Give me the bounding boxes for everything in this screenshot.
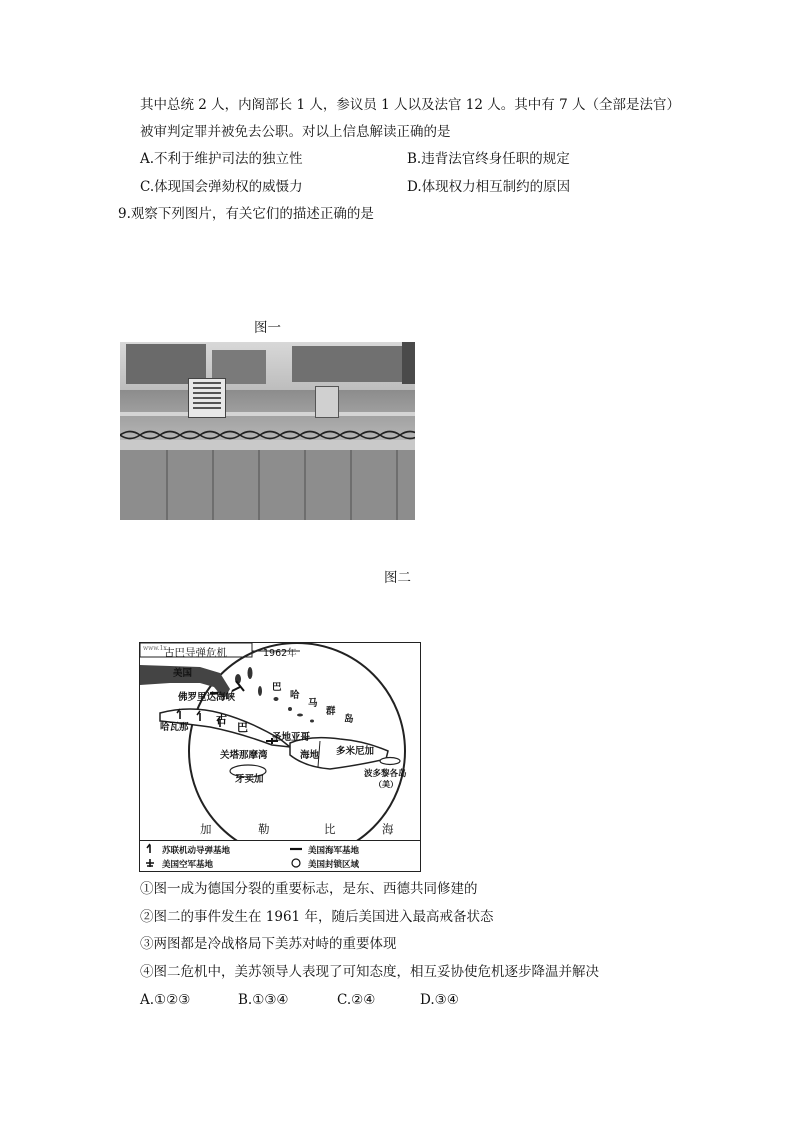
intro-line-2: 被审判定罪并被免去公职。对以上信息解读正确的是	[140, 124, 451, 140]
legend-airforce-base: 美国空军基地	[162, 860, 214, 870]
label-puerto-rico: 波多黎各岛	[364, 769, 407, 779]
legend-blockade-zone: 美国封锁区域	[308, 860, 360, 870]
label-havana: 哈瓦那	[160, 722, 189, 733]
label-cuba-2: 巴	[237, 721, 248, 734]
map-legend	[140, 840, 420, 872]
legend-missile-base: 苏联机动导弹基地	[162, 846, 231, 856]
answer-b: B.①③④	[238, 992, 289, 1008]
berlin-wall-photo	[120, 342, 415, 520]
statement-2: ②图二的事件发生在 1961 年，随后美国进入最高戒备状态	[140, 909, 494, 925]
intro-line-1: 其中总统 2 人，内阁部长 1 人，参议员 1 人以及法官 12 人。其中有 7 人（全部是法官）	[140, 97, 680, 113]
answer-a: A.①②③	[140, 992, 191, 1008]
label-bahamas-3: 马	[308, 698, 318, 709]
label-bahamas-1: 巴	[272, 682, 282, 693]
prev-option-d: D.体现权力相互制约的原因	[407, 179, 571, 195]
label-haiti: 海地	[300, 750, 320, 761]
label-guantanamo: 关塔那摩湾	[220, 750, 268, 761]
label-cuba-1: 古	[216, 713, 227, 726]
figure-2-caption: 图二	[384, 570, 411, 586]
label-caribbean-3: 比	[324, 822, 336, 836]
statement-3: ③两图都是冷战格局下美苏对峙的重要体现	[140, 936, 397, 952]
map-year: 1962年	[263, 648, 297, 659]
label-caribbean-2: 勒	[258, 822, 270, 836]
statement-4: ④图二危机中，美苏领导人表现了可知态度，相互妥协使危机逐步降温并解决	[140, 964, 599, 980]
label-bahamas-5: 岛	[344, 714, 354, 725]
label-bahamas-4: 群	[326, 706, 336, 717]
answer-c: C.②④	[337, 992, 376, 1008]
legend-navy-base: 美国海军基地	[308, 846, 360, 856]
label-jamaica: 牙买加	[235, 774, 264, 785]
statement-1: ①图一成为德国分裂的重要标志，是东、西德共同修建的	[140, 881, 478, 897]
prev-option-c: C.体现国会弹劾权的威慑力	[140, 179, 303, 195]
map-title: 古巴导弹危机	[164, 647, 227, 659]
label-bahamas-2: 哈	[290, 690, 300, 701]
question-9-stem: 9.观察下列图片，有关它们的描述正确的是	[118, 206, 374, 222]
cuban-missile-crisis-map	[139, 642, 421, 872]
label-puerto-rico-note: （美）	[374, 780, 398, 789]
label-caribbean-4: 海	[382, 822, 394, 836]
label-santiago: 圣地亚哥	[272, 732, 311, 743]
label-florida-strait: 佛罗里达海峡	[178, 692, 236, 703]
map-watermark: www.1x...	[143, 645, 173, 652]
figure-1-caption: 图一	[254, 320, 281, 336]
prev-option-b: B.违背法官终身任职的规定	[407, 151, 570, 167]
label-usa: 美国	[173, 668, 193, 679]
label-dominican: 多米尼加	[336, 746, 375, 757]
label-caribbean-1: 加	[200, 822, 212, 836]
answer-d: D.③④	[420, 992, 459, 1008]
prev-option-a: A.不利于维护司法的独立性	[140, 151, 303, 167]
